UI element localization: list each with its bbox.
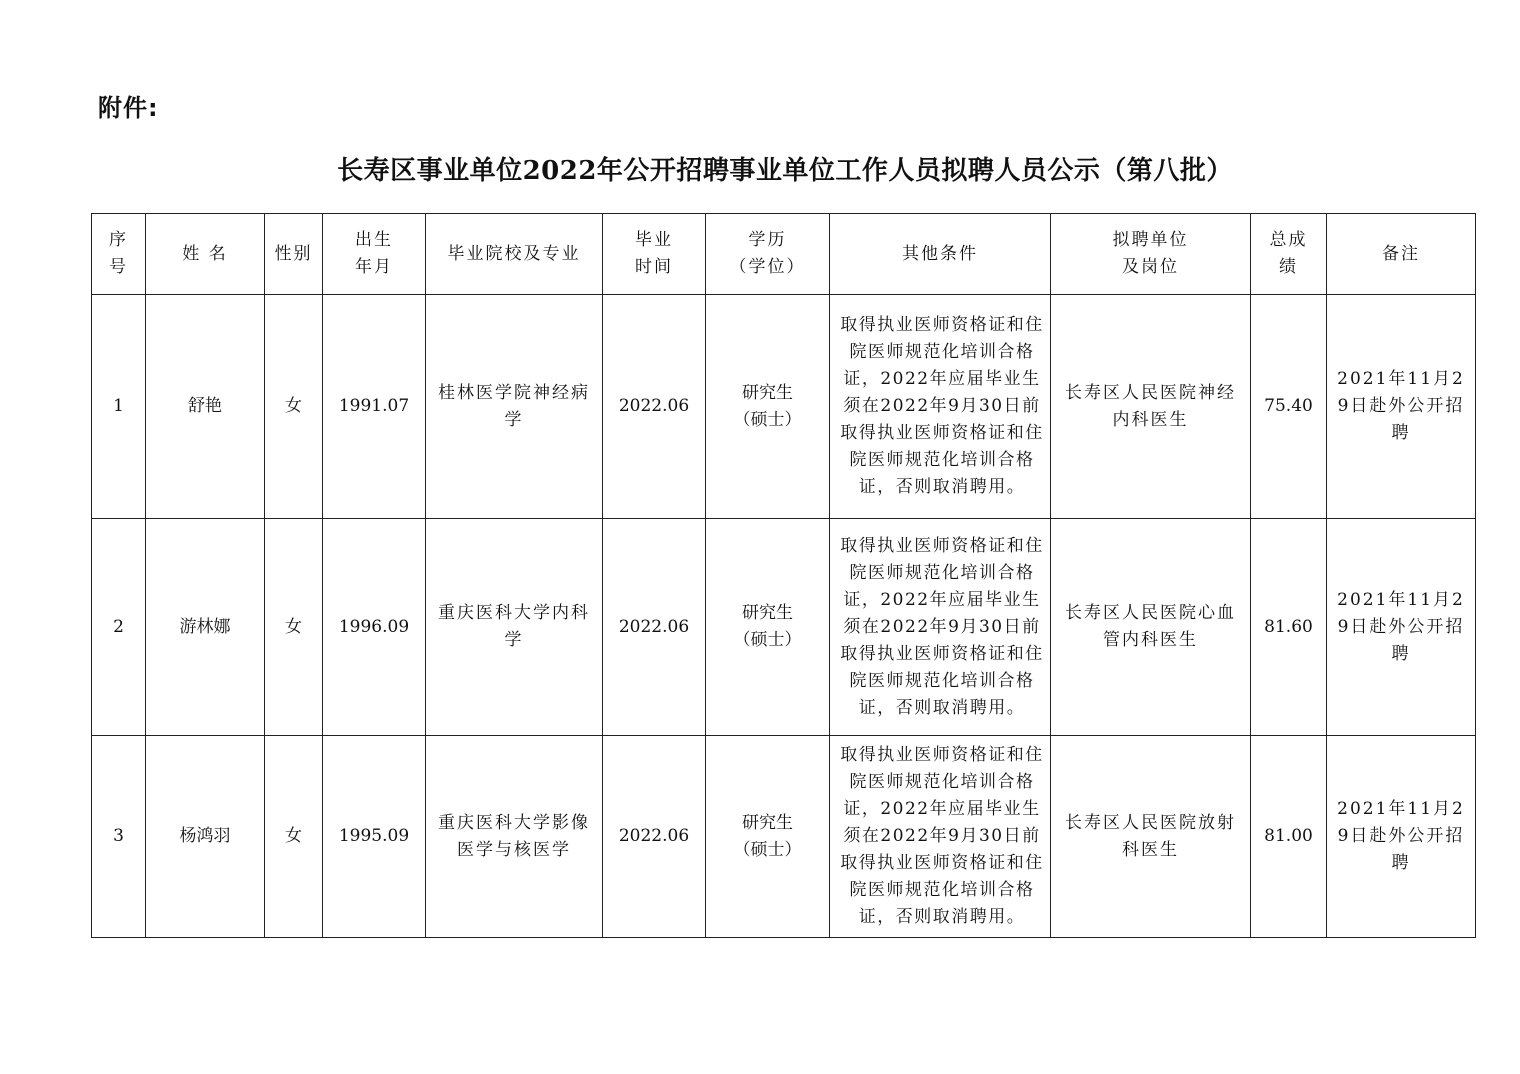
- cell-note: 2021年11月29日赴外公开招聘: [1327, 295, 1476, 519]
- column-header-degree: 学历 （学位）: [706, 214, 830, 295]
- cell-index: 3: [92, 736, 146, 938]
- cell-score: 75.40: [1251, 295, 1327, 519]
- cell-score: 81.00: [1251, 736, 1327, 938]
- column-header-score: 总成 绩: [1251, 214, 1327, 295]
- cell-gender: 女: [265, 519, 323, 736]
- cell-school: 重庆医科大学影像医学与核医学: [426, 736, 603, 938]
- cell-index: 2: [92, 519, 146, 736]
- column-header-name: 姓 名: [146, 214, 265, 295]
- column-header-school: 毕业院校及专业: [426, 214, 603, 295]
- cell-degree: 研究生 （硕士）: [706, 295, 830, 519]
- table-row: [92, 295, 1476, 519]
- column-header-birth: 出生 年月: [323, 214, 426, 295]
- cell-grad-time: 2022.06: [603, 295, 706, 519]
- cell-birth: 1996.09: [323, 519, 426, 736]
- cell-unit: 长寿区人民医院放射科医生: [1051, 736, 1251, 938]
- column-header-gender: 性别: [265, 214, 323, 295]
- column-header-grad-time: 毕业 时间: [603, 214, 706, 295]
- document-title: 长寿区事业单位2022年公开招聘事业单位工作人员拟聘人员公示（第八批）: [337, 156, 1233, 186]
- cell-name: 杨鸿羽: [146, 736, 265, 938]
- cell-note: 2021年11月29日赴外公开招聘: [1327, 519, 1476, 736]
- cell-grad-time: 2022.06: [603, 519, 706, 736]
- cell-school: 重庆医科大学内科学: [426, 519, 603, 736]
- cell-score: 81.60: [1251, 519, 1327, 736]
- cell-degree: 研究生 （硕士）: [706, 519, 830, 736]
- attachment-label: 附件:: [98, 94, 159, 122]
- column-header-conditions: 其他条件: [830, 214, 1051, 295]
- column-header-index: 序 号: [92, 214, 146, 295]
- cell-name: 游林娜: [146, 519, 265, 736]
- table-header-row: [92, 214, 1476, 295]
- cell-name: 舒艳: [146, 295, 265, 519]
- cell-unit: 长寿区人民医院心血管内科医生: [1051, 519, 1251, 736]
- cell-grad-time: 2022.06: [603, 736, 706, 938]
- cell-school: 桂林医学院神经病学: [426, 295, 603, 519]
- cell-note: 2021年11月29日赴外公开招聘: [1327, 736, 1476, 938]
- cell-birth: 1991.07: [323, 295, 426, 519]
- column-header-unit: 拟聘单位 及岗位: [1051, 214, 1251, 295]
- cell-birth: 1995.09: [323, 736, 426, 938]
- table-row: [92, 736, 1476, 938]
- cell-conditions: 取得执业医师资格证和住院医师规范化培训合格证，2022年应届毕业生须在2022年9月30日前取得执业医师资格证和住院医师规范化培训合格证，否则取消聘用。: [830, 295, 1051, 519]
- cell-gender: 女: [265, 295, 323, 519]
- cell-degree: 研究生 （硕士）: [706, 736, 830, 938]
- cell-conditions: 取得执业医师资格证和住院医师规范化培训合格证，2022年应届毕业生须在2022年9月30日前取得执业医师资格证和住院医师规范化培训合格证，否则取消聘用。: [830, 519, 1051, 736]
- column-header-note: 备注: [1327, 214, 1476, 295]
- cell-gender: 女: [265, 736, 323, 938]
- cell-index: 1: [92, 295, 146, 519]
- cell-conditions: 取得执业医师资格证和住院医师规范化培训合格证，2022年应届毕业生须在2022年9月30日前取得执业医师资格证和住院医师规范化培训合格证，否则取消聘用。: [830, 736, 1051, 938]
- cell-unit: 长寿区人民医院神经内科医生: [1051, 295, 1251, 519]
- table-row: [92, 519, 1476, 736]
- candidate-table: [91, 213, 1476, 938]
